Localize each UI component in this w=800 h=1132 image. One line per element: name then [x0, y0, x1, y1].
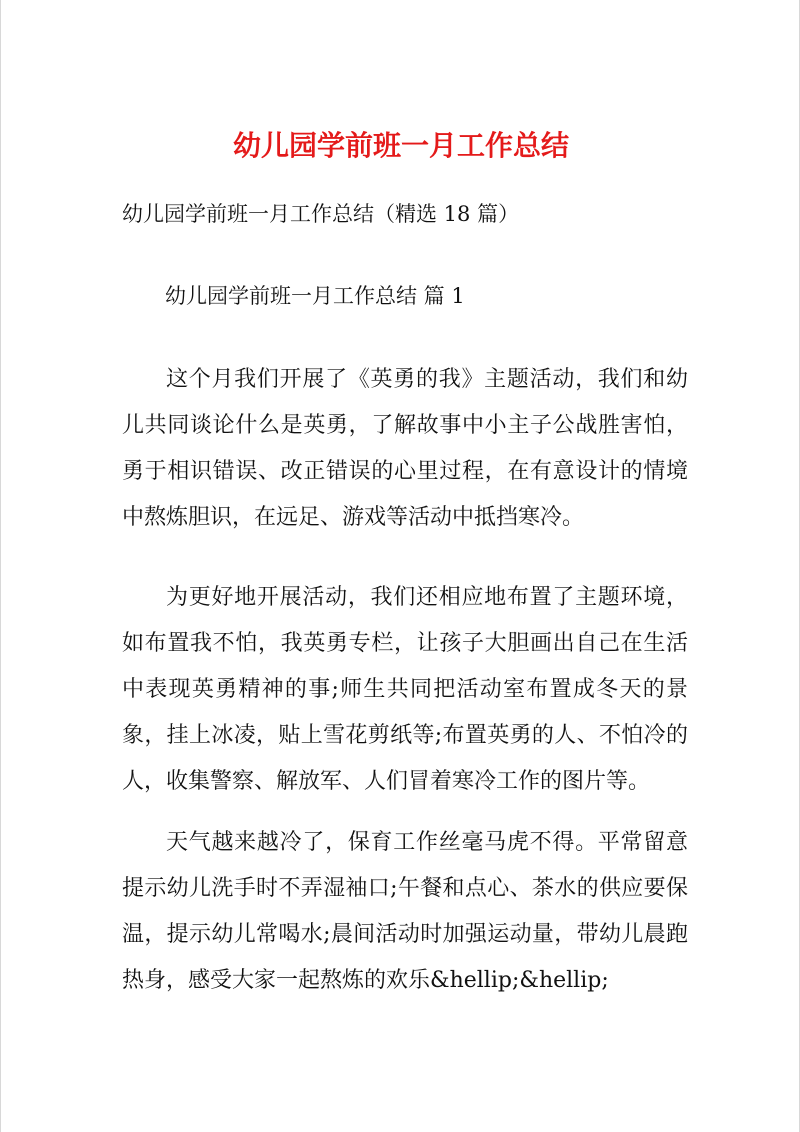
document-subtitle: 幼儿园学前班一月工作总结（精选 18 篇）	[122, 202, 520, 226]
document-title: 幼儿园学前班一月工作总结	[232, 129, 569, 162]
section-heading: 幼儿园学前班一月工作总结 篇 1	[165, 284, 465, 308]
paragraph-1: 这个月我们开展了《英勇的我》主题活动，我们和幼儿共同谈论什么是英勇，了解故事中小主子公战胜害怕，勇于相识错误、改正错误的心里过程，在有意设计的情境中熬炼胆识，在远足、游戏等活动中抵挡寒冷。	[122, 367, 688, 530]
paragraph-3: 天气越来越冷了，保育工作丝毫马虎不得。平常留意提示幼儿洗手时不弄湿袖口;午餐和点心、茶水的供应要保温，提示幼儿常喝水;晨间活动时加强运动量，带幼儿晨跑热身，感受大家一起熬炼的欢乐&hellip;&hellip;	[122, 830, 688, 993]
paragraph-2: 为更好地开展活动，我们还相应地布置了主题环境，如布置我不怕，我英勇专栏，让孩子大胆画出自己在生活中表现英勇精神的事;师生共同把活动室布置成冬天的景象，挂上冰凌，贴上雪花剪纸等;布置英勇的人、不怕冷的人，收集警察、解放军、人们冒着寒冷工作的图片等。	[122, 585, 688, 794]
